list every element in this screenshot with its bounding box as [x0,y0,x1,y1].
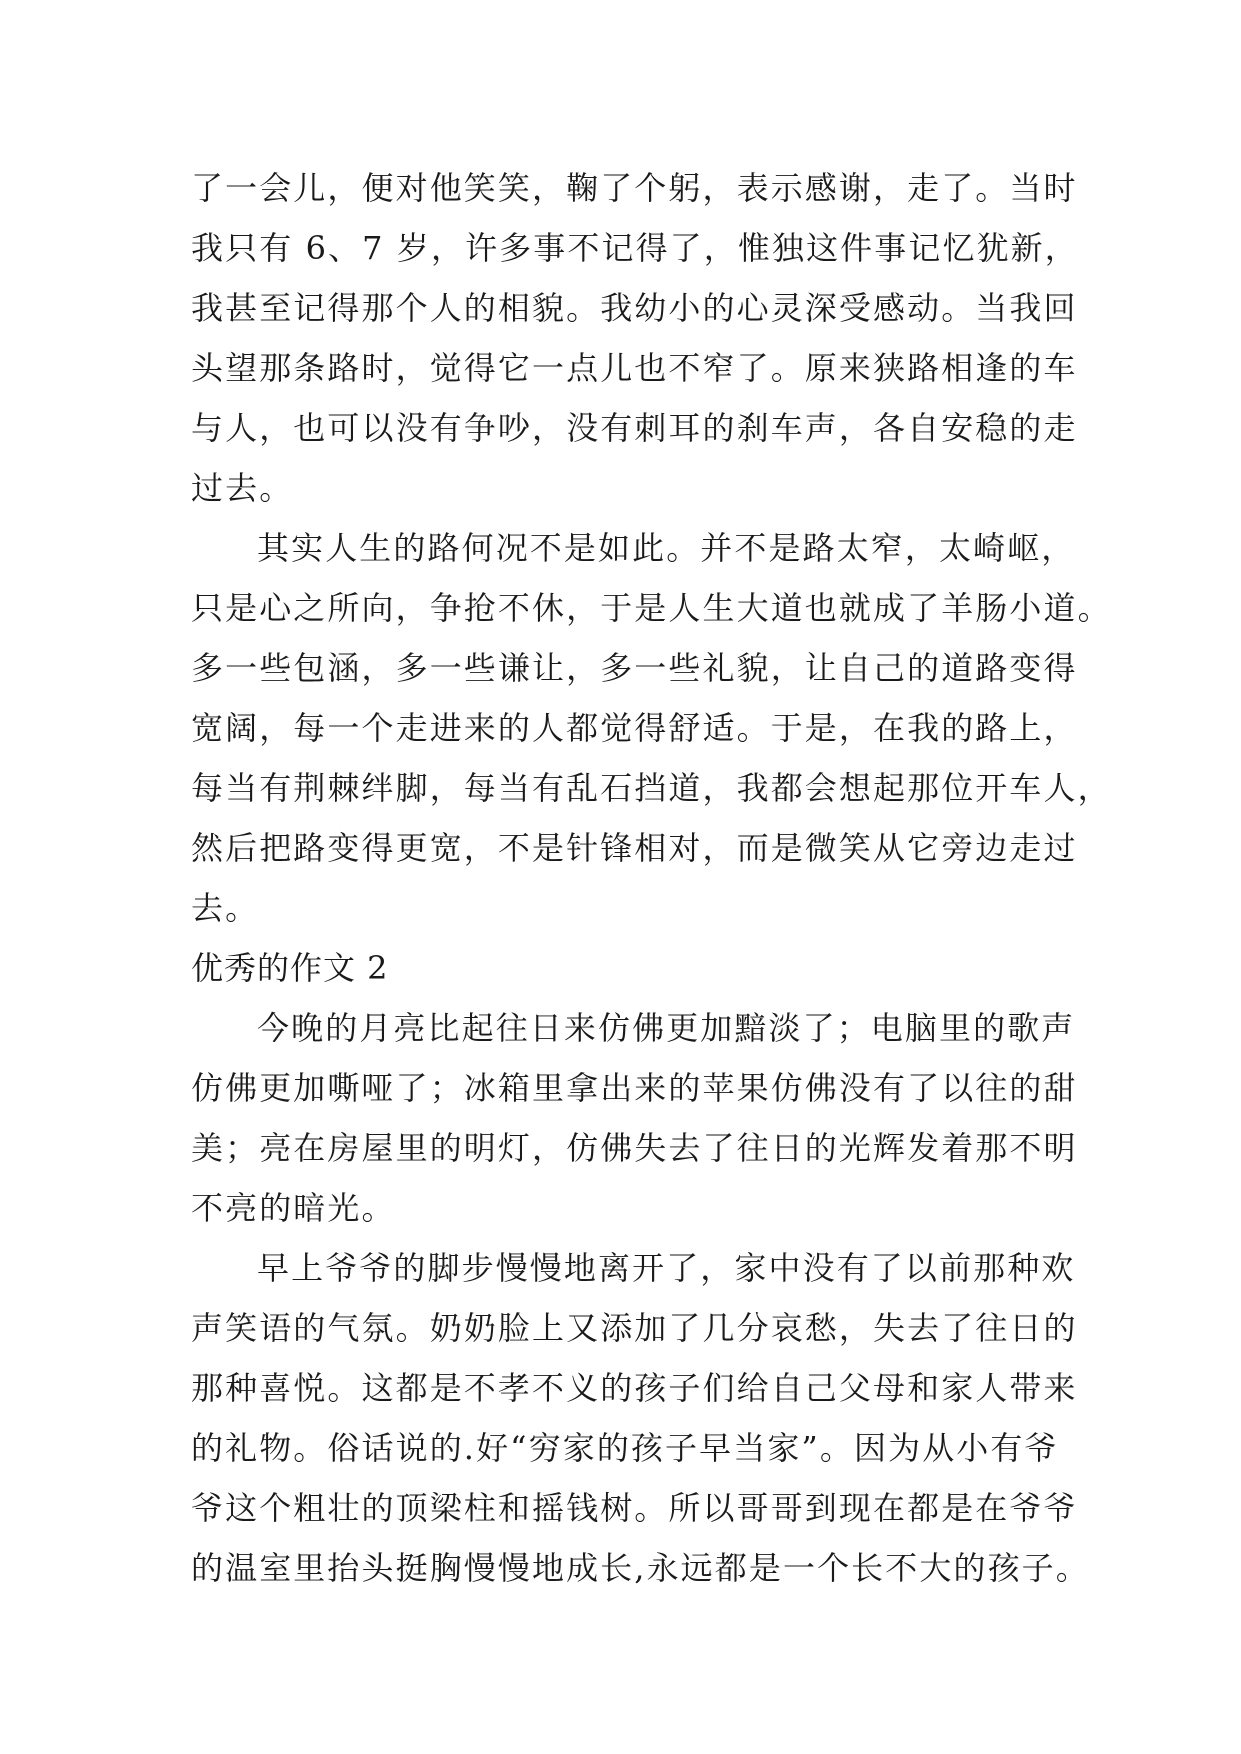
text-line: 然后把路变得更宽，不是针锋相对，而是微笑从它旁边走过 [191,829,1078,867]
text-line: 我只有 6、7 岁，许多事不记得了，惟独这件事记忆犹新， [191,229,1079,267]
text-line: 仿佛更加嘶哑了；冰箱里拿出来的苹果仿佛没有了以往的甜 [191,1069,1078,1107]
paragraph-first-line: 其实人生的路何况不是如此。并不是路太窄，太崎岖， [257,529,1076,567]
text-line: 那种喜悦。这都是不孝不义的孩子们给自己父母和家人带来 [191,1369,1078,1407]
text-line: 与人，也可以没有争吵，没有刺耳的刹车声，各自安稳的走 [191,409,1078,447]
text-line: 的礼物。俗话说的.好“穷家的孩子早当家”。因为从小有爷 [191,1429,1059,1467]
text-line: 多一些包涵，多一些谦让，多一些礼貌，让自己的道路变得 [191,649,1078,687]
text-line: 只是心之所向，争抢不休，于是人生大道也就成了羊肠小道。 [191,589,1112,627]
document-body [191,158,1112,1598]
text-line: 去。 [191,889,260,927]
text-line: 我甚至记得那个人的相貌。我幼小的心灵深受感动。当我回 [191,289,1078,327]
text-line: 不亮的暗光。 [191,1189,396,1227]
text-line: 声笑语的气氛。奶奶脸上又添加了几分哀愁，失去了往日的 [191,1309,1078,1347]
paragraph-first-line: 今晚的月亮比起往日来仿佛更加黯淡了；电脑里的歌声 [257,1009,1076,1047]
text-line: 头望那条路时，觉得它一点儿也不窄了。原来狭路相逢的车 [191,349,1078,387]
text-line: 宽阔，每一个走进来的人都觉得舒适。于是，在我的路上， [191,709,1078,747]
text-line: 每当有荆棘绊脚，每当有乱石挡道，我都会想起那位开车人， [191,769,1112,807]
text-line: 过去。 [191,469,294,507]
text-line: 了一会儿，便对他笑笑，鞠了个躬，表示感谢，走了。当时 [191,169,1078,207]
text-line: 美；亮在房屋里的明灯，仿佛失去了往日的光辉发着那不明 [191,1129,1078,1167]
text-line: 的温室里抬头挺胸慢慢地成长,永远都是一个长不大的孩子。 [191,1549,1090,1587]
paragraph-first-line: 早上爷爷的脚步慢慢地离开了，家中没有了以前那种欢 [257,1249,1076,1287]
text-line: 爷这个粗壮的顶梁柱和摇钱树。所以哥哥到现在都是在爷爷 [191,1489,1078,1527]
section-heading: 优秀的作文 2 [191,949,389,987]
